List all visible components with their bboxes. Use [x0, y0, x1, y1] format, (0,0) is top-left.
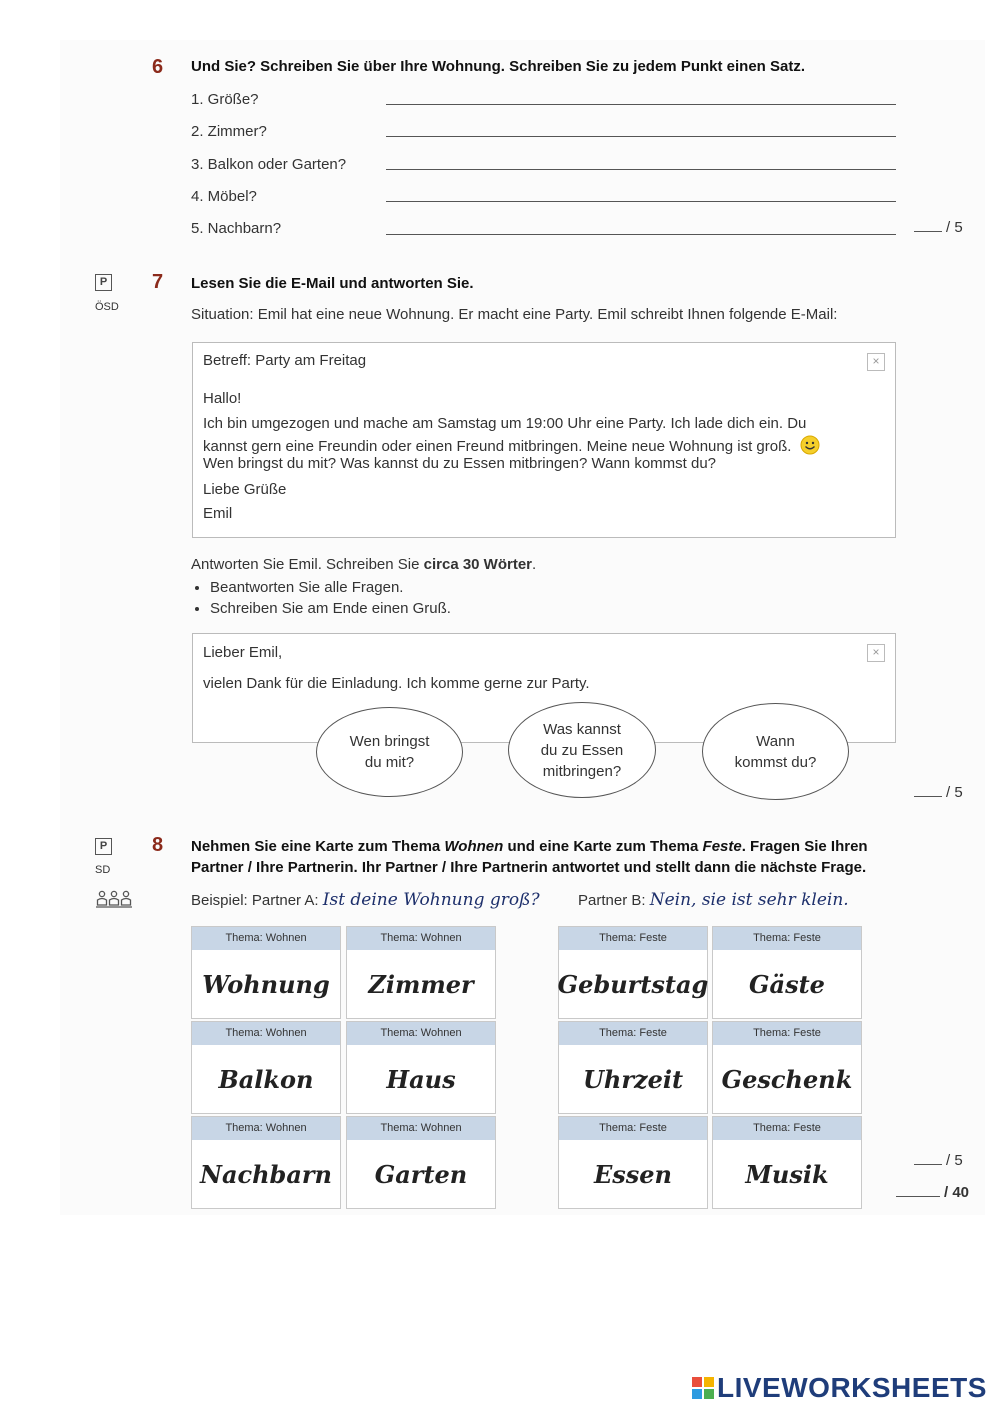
exercise-7-title: Lesen Sie die E-Mail und antworten Sie. — [191, 275, 474, 292]
ex7-bullet: • Beantworten Sie alle Fragen. — [210, 577, 451, 598]
card-wohnen-balkon[interactable] — [191, 1021, 341, 1114]
card-feste-geburtstag[interactable] — [558, 926, 708, 1019]
card-word: Balkon — [218, 1064, 314, 1094]
card-feste-musik[interactable] — [712, 1116, 862, 1209]
group-work-icon — [96, 890, 132, 908]
email-closing: Liebe Grüße — [203, 481, 287, 498]
email-box — [192, 342, 896, 538]
card-word: Essen — [593, 1159, 673, 1189]
ex7-score: / 5 — [914, 784, 963, 801]
card-topic-label: Thema: Feste — [713, 1117, 861, 1140]
card-wohnen-haus[interactable] — [346, 1021, 496, 1114]
email-signature: Emil — [203, 505, 233, 522]
card-word: Garten — [374, 1159, 468, 1189]
ex6-answer-line-3[interactable] — [386, 169, 896, 170]
reply-close-icon[interactable]: × — [867, 644, 885, 662]
ex7-situation: Situation: Emil hat eine neue Wohnung. Er macht eine Party. Emil schreibt Ihnen folgende E-Mail: — [191, 306, 838, 323]
card-feste-uhrzeit[interactable] — [558, 1021, 708, 1114]
exercise-7-number: 7 — [152, 271, 164, 293]
card-word: Zimmer — [368, 969, 474, 999]
card-feste-geschenk[interactable] — [712, 1021, 862, 1114]
ex7-instruction: Antworten Sie Emil. Schreiben Sie circa 30 Wörter. — [191, 556, 537, 573]
card-word: Musik — [745, 1159, 829, 1189]
card-wohnen-wohnung[interactable] — [191, 926, 341, 1019]
card-word: Geburtstag — [557, 969, 709, 999]
total-score: / 40 — [896, 1184, 969, 1201]
card-word: Nachbarn — [200, 1159, 332, 1189]
card-wohnen-nachbarn[interactable] — [191, 1116, 341, 1209]
card-wohnen-garten[interactable] — [346, 1116, 496, 1209]
liveworksheets-logo-icon — [692, 1377, 714, 1399]
ex6-item-1: 1. Größe? — [191, 91, 259, 108]
exam-tag-osd: ÖSD — [95, 301, 119, 313]
card-word: Gäste — [749, 969, 825, 999]
card-word: Uhrzeit — [582, 1064, 684, 1094]
card-word: Geschenk — [721, 1064, 853, 1094]
exam-badge-p: P — [95, 838, 112, 855]
exam-tag-sd: SD — [95, 864, 111, 876]
exercise-6-number: 6 — [152, 56, 164, 78]
ex6-answer-line-2[interactable] — [386, 136, 896, 137]
email-greeting: Hallo! — [203, 390, 242, 407]
ex6-score: / 5 — [914, 219, 963, 236]
exercise-8-title-line-1: Nehmen Sie eine Karte zum Thema Wohnen und eine Karte zum Thema Feste. Fragen Sie Ihren — [191, 838, 868, 855]
card-topic-label: Thema: Feste — [713, 927, 861, 950]
card-topic-label: Thema: Wohnen — [192, 927, 340, 950]
example-partner-b-text: Nein, sie ist sehr klein. — [649, 890, 849, 910]
question-bubble-food: Was kannst du zu Essen mitbringen? — [508, 702, 656, 798]
card-topic-label: Thema: Wohnen — [347, 1022, 495, 1045]
card-topic-label: Thema: Wohnen — [192, 1022, 340, 1045]
liveworksheets-logo: LIVEWORKSHEETS — [692, 1372, 987, 1404]
card-topic-label: Thema: Wohnen — [347, 927, 495, 950]
card-topic-label: Thema: Feste — [713, 1022, 861, 1045]
ex6-answer-line-4[interactable] — [386, 201, 896, 202]
ex6-item-4: 4. Möbel? — [191, 188, 257, 205]
example-partner-a: Beispiel: Partner A: Ist deine Wohnung groß? — [191, 890, 540, 910]
ex7-bullet: • Schreiben Sie am Ende einen Gruß. — [210, 598, 451, 619]
question-bubble-who: Wen bringst du mit? — [316, 707, 463, 797]
email-line-1: Ich bin umgezogen und mache am Samstag um 19:00 Uhr eine Party. Ich lade dich ein. Du — [203, 415, 807, 432]
exercise-8-number: 8 — [152, 834, 164, 856]
exercise-6-title: Und Sie? Schreiben Sie über Ihre Wohnung. Schreiben Sie zu jedem Punkt einen Satz. — [191, 58, 806, 75]
ex6-answer-line-5[interactable] — [386, 234, 896, 235]
example-partner-a-text: Ist deine Wohnung groß? — [322, 890, 540, 910]
question-bubble-when: Wann kommst du? — [702, 703, 849, 800]
ex6-item-2: 2. Zimmer? — [191, 123, 267, 140]
card-topic-label: Thema: Feste — [559, 927, 707, 950]
ex6-item-3: 3. Balkon oder Garten? — [191, 156, 347, 173]
card-feste-essen[interactable] — [558, 1116, 708, 1209]
card-topic-label: Thema: Feste — [559, 1117, 707, 1140]
card-topic-label: Thema: Wohnen — [192, 1117, 340, 1140]
email-line-3: Wen bringst du mit? Was kannst du zu Essen mitbringen? Wann kommst du? — [203, 455, 717, 472]
example-partner-b: Partner B: Nein, sie ist sehr klein. — [578, 890, 849, 910]
card-wohnen-zimmer[interactable] — [346, 926, 496, 1019]
reply-salutation: Lieber Emil, — [203, 644, 283, 661]
card-word: Wohnung — [202, 969, 330, 999]
card-word: Haus — [386, 1064, 456, 1094]
ex6-item-5: 5. Nachbarn? — [191, 220, 282, 237]
smiley-icon — [800, 435, 820, 455]
card-feste-gaeste[interactable] — [712, 926, 862, 1019]
email-line-2: kannst gern eine Freundin oder einen Freund mitbringen. Meine neue Wohnung ist groß. — [203, 435, 820, 455]
ex7-bullet-list — [192, 577, 451, 619]
card-topic-label: Thema: Wohnen — [347, 1117, 495, 1140]
ex8-score: / 5 — [914, 1152, 963, 1169]
email-close-icon[interactable]: × — [867, 353, 885, 371]
email-subject: Betreff: Party am Freitag — [203, 352, 367, 369]
exam-badge-p: P — [95, 274, 112, 291]
ex6-answer-line-1[interactable] — [386, 104, 896, 105]
card-topic-label: Thema: Feste — [559, 1022, 707, 1045]
reply-line-1: vielen Dank für die Einladung. Ich komme gerne zur Party. — [203, 675, 590, 692]
exercise-8-title-line-2: Partner / Ihre Partnerin. Ihr Partner / Ihre Partnerin antwortet und stellt dann die nächste Frage. — [191, 859, 867, 876]
